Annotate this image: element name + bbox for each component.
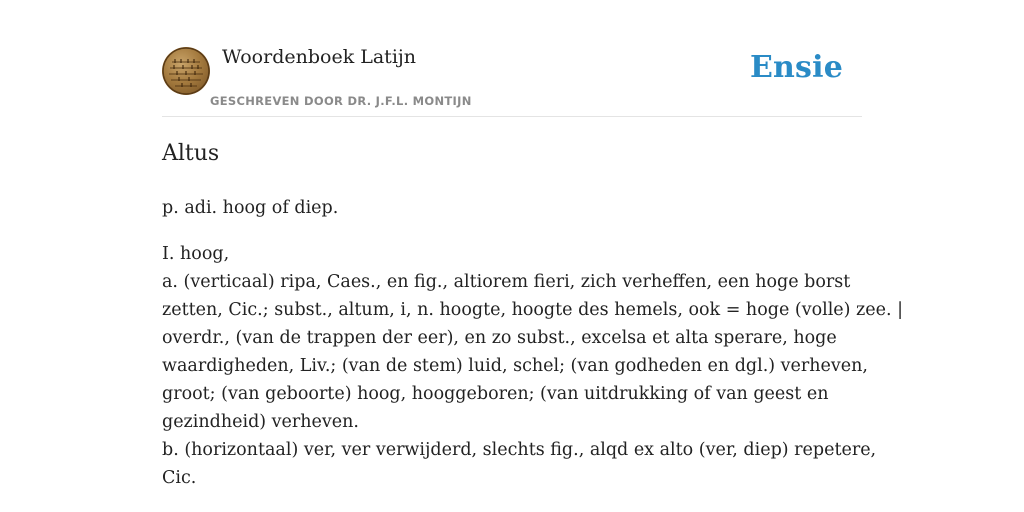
entry-body: [162, 240, 904, 492]
entry-definition: p. adi. hoog of diep.: [162, 198, 339, 218]
entry-body-line: gezindheid) verheven.: [162, 412, 359, 432]
entry-body-line: overdr., (van de trappen der eer), en zo subst., excelsa et alta sperare, hoge: [162, 328, 837, 348]
entry-body-line: a. (verticaal) ripa, Caes., en fig., altiorem fieri, zich verheffen, een hoge borst: [162, 272, 851, 292]
dictionary-title[interactable]: Woordenboek Latijn: [222, 46, 417, 68]
ensie-logo-link[interactable]: Ensie: [749, 50, 843, 85]
entry-body-line: groot; (van geboorte) hoog, hooggeboren; (van uitdrukking of van geest en: [162, 384, 829, 404]
entry-body-line: I. hoog,: [162, 244, 230, 264]
entry-body-line: Cic.: [162, 468, 197, 488]
entry-body-line: waardigheden, Liv.; (van de stem) luid, schel; (van godheden en dgl.) verheven,: [162, 356, 868, 376]
entry-body-line: b. (horizontaal) ver, ver verwijderd, slechts fig., alqd ex alto (ver, diep) repetere,: [162, 440, 877, 460]
site-header: [162, 44, 862, 117]
author-byline: GESCHREVEN DOOR DR. J.F.L. MONTIJN: [210, 94, 472, 108]
entry-content: [162, 138, 904, 510]
entry-title: Altus: [162, 141, 220, 166]
coin-inscription-icon[interactable]: [162, 47, 210, 95]
entry-body-line: zetten, Cic.; subst., altum, i, n. hoogte, hoogte des hemels, ook = hoge (volle) zee. |: [162, 300, 904, 320]
